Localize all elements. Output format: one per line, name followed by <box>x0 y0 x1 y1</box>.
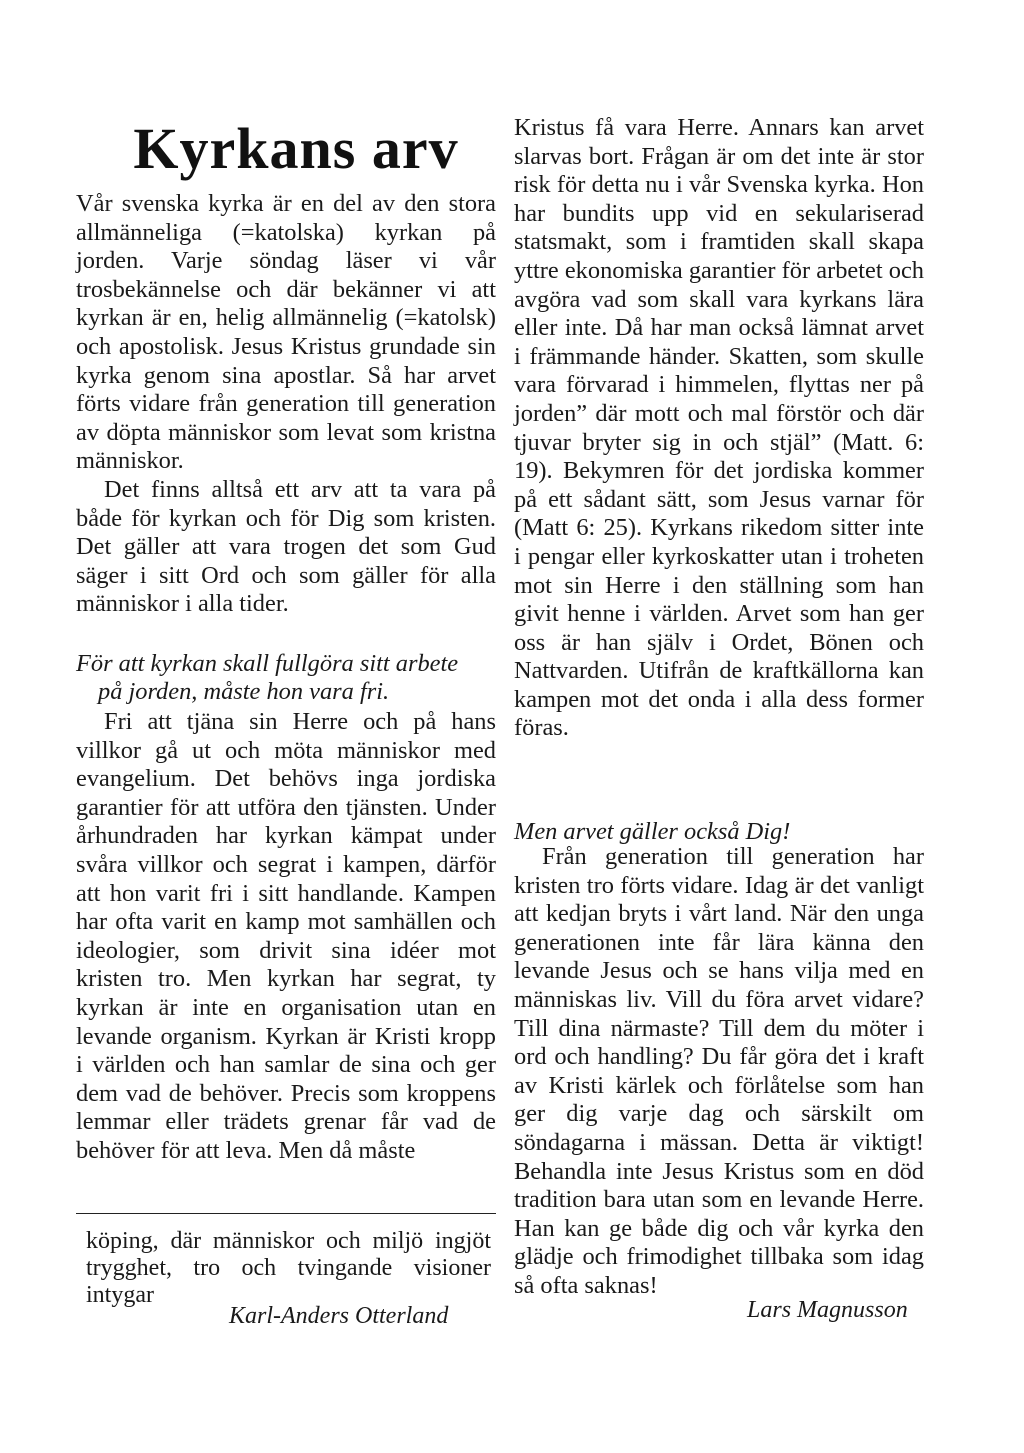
section-subheading: Men arvet gäller också Dig! <box>514 818 791 845</box>
author-signature: Karl-Anders Otterland <box>229 1303 449 1329</box>
right-body-main <box>514 843 924 1301</box>
paragraph: Fri att tjäna sin Herre och på hans villkor gå ut och möta människor med evangelium. Det behövs inga jordiska garantier för att utföra den tjänsten. Under århundraden har kyrkan kämpat under svåra villkor och segrat i kampen, därför att hon varit fri i sitt handlande. Kampen har ofta varit en kamp mot samhällen och ideologier, som drivit sina idéer mot kristen tro. Men kyrkan har segrat, ty kyrkan är inte en organisation utan en levande organism. Kyrkan är Kristi kropp i världen och han samlar de sina och ger dem vad de behöver. Precis som kroppens lemmar eller trädets grenar får vad de behöver för att leva. Men då måste <box>76 708 496 1164</box>
left-body-intro <box>76 190 496 619</box>
right-body-continuation <box>514 114 924 743</box>
left-body-main <box>76 708 496 1166</box>
section-subheading <box>76 650 496 706</box>
paragraph: Kristus få vara Herre. Annars kan arvet slarvas bort. Frågan är om det inte är stor risk för detta nu i vår Svenska kyrka. Hon har bundits upp vid en sekulariserad statsmakt, som i framtiden skall skapa yttre ekonomiska garantier för arbetet och avgöra vad som skall vara kyrkans lära eller inte. Då har man också lämnat arvet i främmande händer. Skatten, som skulle vara förvarad i himmelen, flyttas ner på jorden” där mott och mal förstör och där tjuvar bryter sig in och stjäl” (Matt. 6: 19). Bekymren för det jordiska kommer på ett sådant sätt, som Jesus varnar för (Matt 6: 25). Kyrkans rikedom sitter inte i pengar eller kyrkoskatter utan i troheten mot sin Herre i den ställning som han givit henne i världen. Arvet som han ger oss är han själv i Ordet, Bönen och Nattvarden. Utifrån de kraftkällorna kan kampen mot det onda i alla dess former föras. <box>514 114 924 742</box>
paragraph: Det finns alltså ett arv att ta vara på både för kyrkan och för Dig som kristen. Det gäller att vara trogen det som Gud säger i sitt Ord och som gäller för alla människor i alla tider. <box>76 475 496 618</box>
subheading-line: För att kyrkan skall fullgöra sitt arbete <box>76 650 459 677</box>
divider-rule <box>76 1213 496 1214</box>
paragraph: Från generation till generation har kristen tro förts vidare. Idag är det vanligt att kedjan bryts i vårt land. När den unga generationen inte får lära känna den levande Jesus och se hans vilja med en människas liv. Vill du föra arvet vidare? Till dina närmaste? Till dem du möter i ord och handling? Du får göra det i kraft av Kristi kärlek och förlåtelse som han ger dig varje dag och särskilt om söndagarna i mässan. Detta är viktigt! Behandla inte Jesus Kristus som en död tradition bara utan som en levande Herre. Han kan ge både dig och vår kyrka den glädje och frimodighet tillbaka som idag så ofta saknas! <box>514 843 924 1299</box>
subheading-line: på jorden, måste hon vara fri. <box>98 678 390 705</box>
previous-article-ending: köping, där människor och miljö ingjöt trygghet, tro och tvingande visioner intygar <box>86 1228 491 1308</box>
author-signature: Lars Magnusson <box>747 1297 908 1323</box>
article-title: Kyrkans arv <box>133 116 459 181</box>
paragraph: Vår svenska kyrka är en del av den stora allmänneliga (=katolska) kyrkan på jorden. Varje söndag läser vi vår trosbekännelse och där bekänner vi att kyrkan är en, helig allmännelig (=katolsk) och apostolisk. Jesus Kristus grundade sin kyrka genom sina apostlar. Så har arvet förts vidare från generation till generation av döpta människor som levat som kristna människor. <box>76 190 496 475</box>
